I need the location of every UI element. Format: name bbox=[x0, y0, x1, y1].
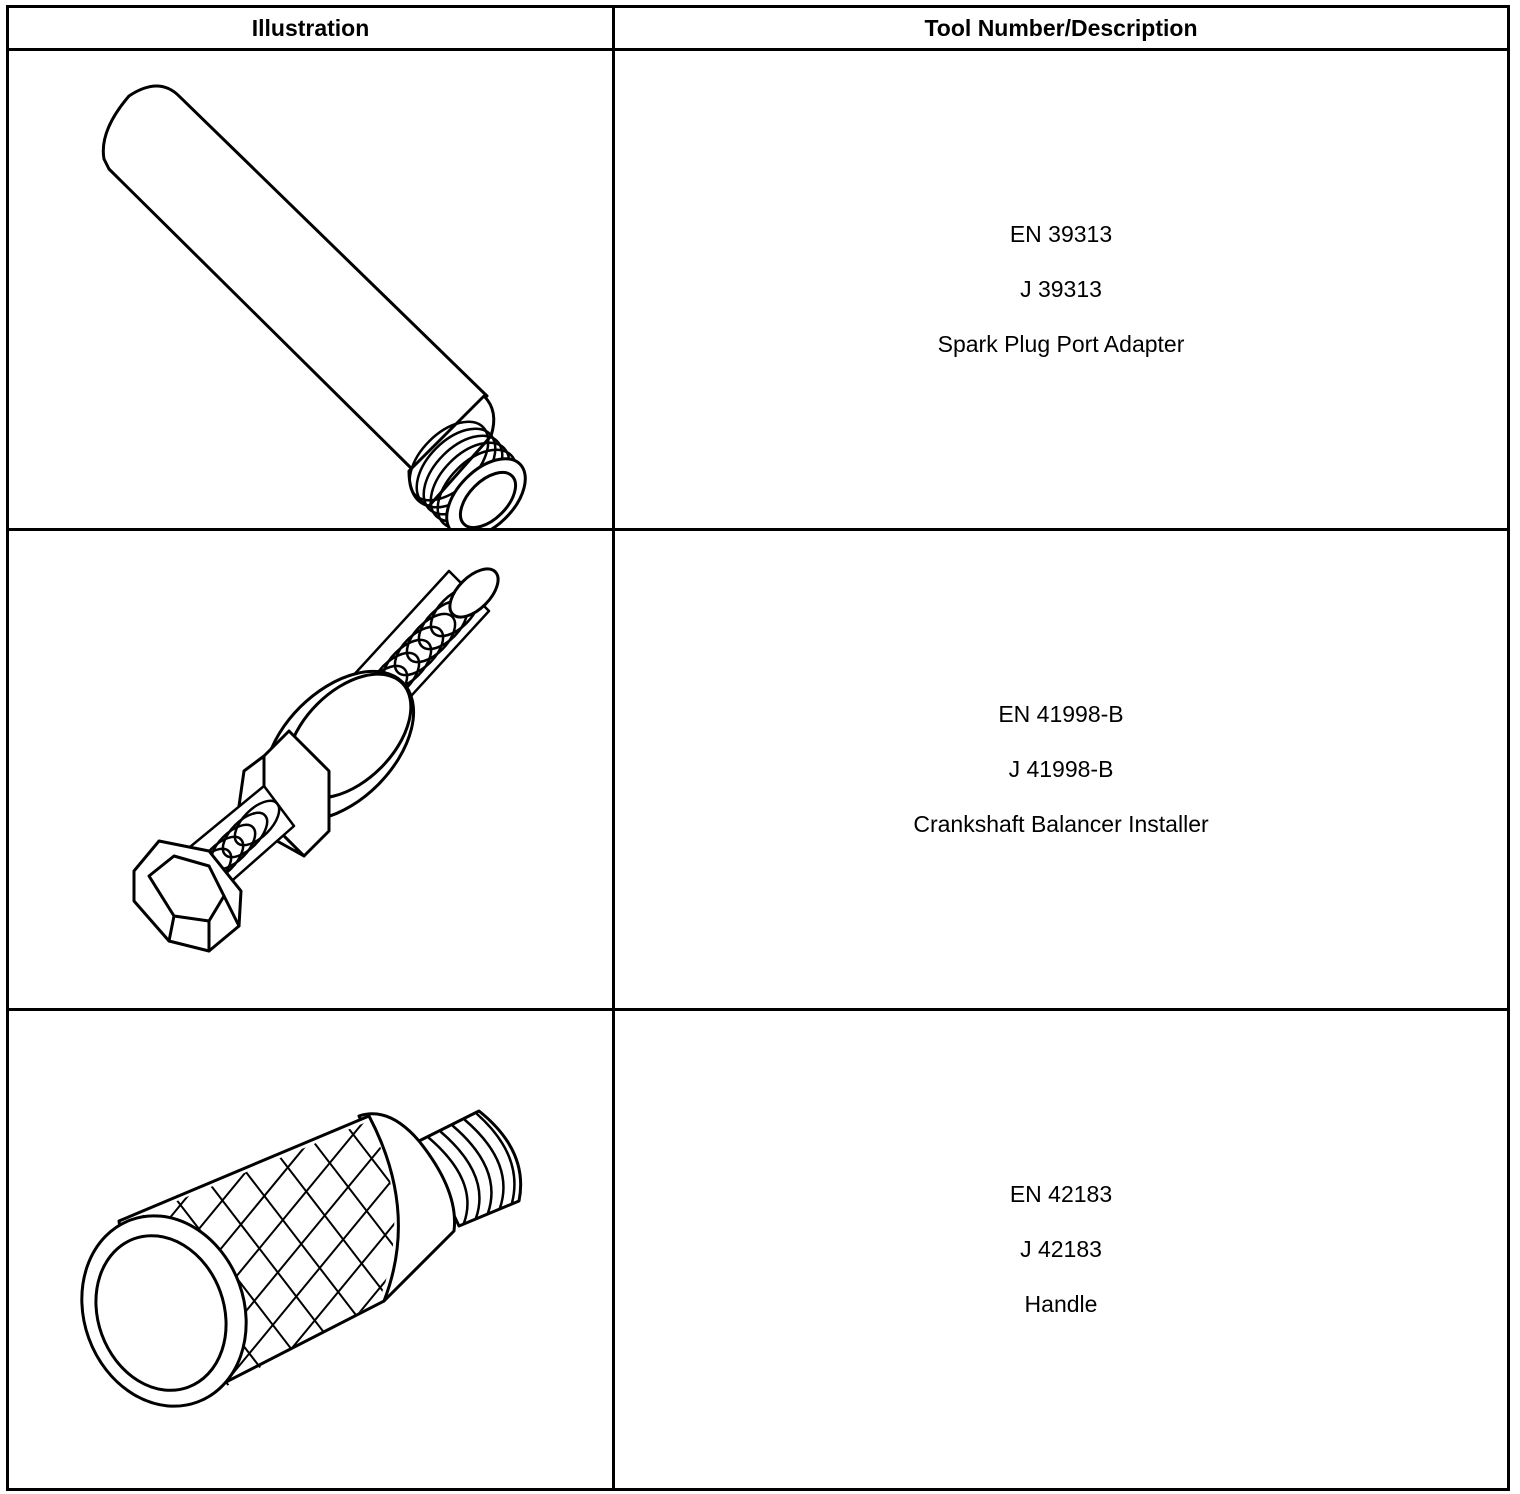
tool-description: Handle bbox=[1024, 1291, 1098, 1317]
illustration-cell bbox=[8, 50, 614, 530]
table-header-row bbox=[8, 7, 1509, 50]
en-tool-number: EN 41998-B bbox=[998, 701, 1124, 727]
table-row bbox=[8, 530, 1509, 1010]
table-row bbox=[8, 1010, 1509, 1490]
tool-description: Crankshaft Balancer Installer bbox=[913, 811, 1209, 837]
handle-icon bbox=[9, 1011, 615, 1488]
illustration-column-header: Illustration bbox=[8, 7, 614, 50]
table-row bbox=[8, 50, 1509, 530]
illustration-cell bbox=[8, 1010, 614, 1490]
description-cell bbox=[614, 1010, 1509, 1490]
description-cell bbox=[614, 50, 1509, 530]
illustration-cell bbox=[8, 530, 614, 1010]
special-tools-table bbox=[6, 5, 1510, 1491]
j-tool-number: J 39313 bbox=[1020, 276, 1102, 302]
j-tool-number: J 41998-B bbox=[1008, 756, 1114, 782]
description-column-header: Tool Number/Description bbox=[614, 7, 1509, 50]
en-tool-number: EN 39313 bbox=[1009, 221, 1113, 247]
crankshaft-balancer-installer-icon bbox=[9, 531, 615, 1008]
tool-description: Spark Plug Port Adapter bbox=[937, 331, 1185, 357]
j-tool-number: J 42183 bbox=[1020, 1236, 1102, 1262]
spark-plug-port-adapter-icon bbox=[9, 51, 615, 528]
en-tool-number: EN 42183 bbox=[1009, 1181, 1113, 1207]
description-cell bbox=[614, 530, 1509, 1010]
